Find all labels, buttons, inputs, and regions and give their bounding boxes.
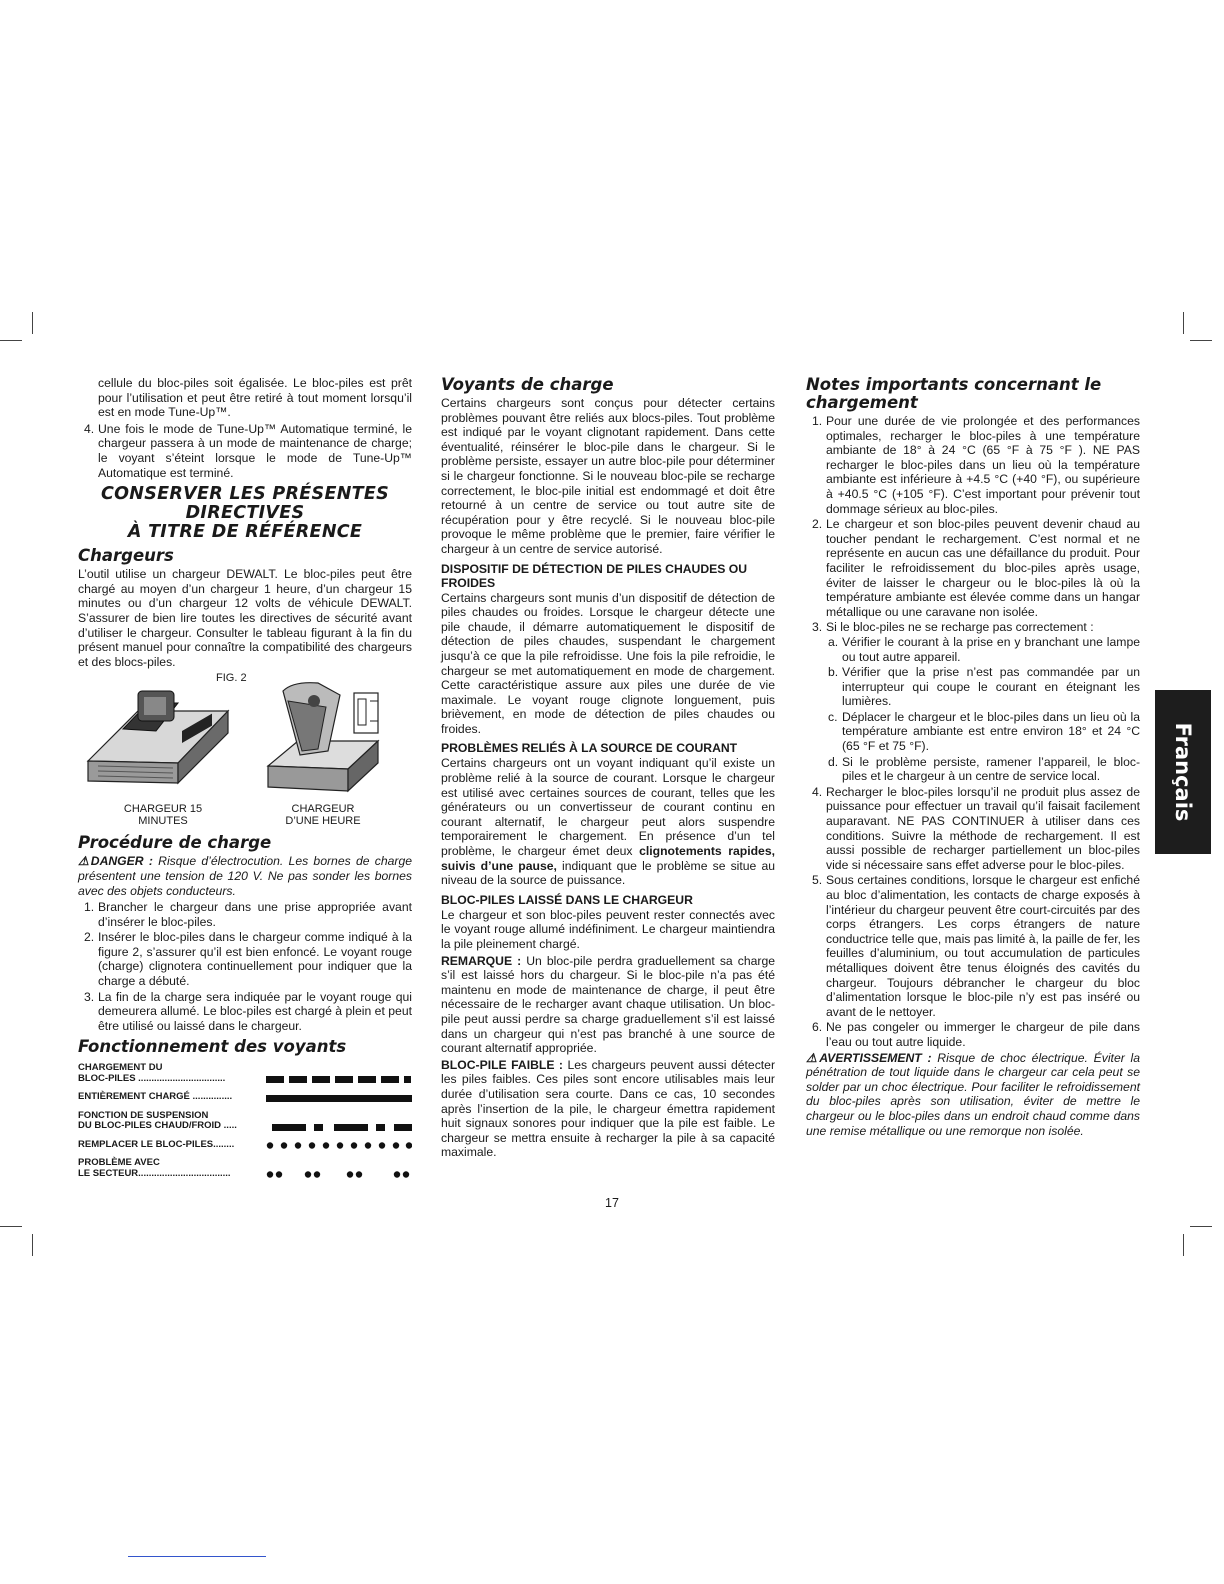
- footer-rule: [128, 1556, 266, 1557]
- list-item: 2. Le chargeur et son bloc-piles peuvent devenir chaud au toucher pendant le rechargement. C’est normal et ne représente en aucun cas une défaillance du produit. Pour faciliter le refroidissement du bloc-piles après usage, éviter de laisser le chargeur ou le bloc-piles là où la température ambiante est élevée comme dans un hangar métallique ou une caravane non isolée.: [812, 517, 1140, 619]
- list-item: 5. Sous certaines conditions, lorsque le chargeur est enfiché au bloc d’alimentation, les contacts de charge exposés à l’intérieur du chargeur peuvent être court-circuités par des corps étrangers. Les corps étrangers de nature conductrice telle que, mais pas limité à, la paille de fer, les feuilles d’aluminium, ou tout accumulation de particules métalliques doivent être tenus éloignés des cavités du chargeur. Toujours débrancher le chargeur du bloc d’alimentation lorsque le bloc-pile n’y est pas inséré ou avant de le nettoyer.: [812, 873, 1140, 1019]
- table-row: PROBLÈME AVEC LE SECTEUR...................................: [78, 1155, 412, 1184]
- procedure-steps: [78, 900, 412, 1033]
- crop-mark: [0, 340, 22, 341]
- power-source-paragraph: Certains chargeurs ont un voyant indiquant qu’il existe un problème relié à la source de courant. Lorsque le chargeur est utilisé avec certaines sources de courant, telles que les générateurs ou un convertisseur de courant continu en courant alternatif, le chargeur peut alors suspendre temporairement le chargement. En présence d’un tel problème, le chargeur émet deux clignotements rapides, suivis d’une pause, indiquant que le problème se situe au niveau de la source de puissance.: [441, 756, 776, 888]
- tuneup-list: [78, 422, 412, 480]
- crop-mark: [1190, 1226, 1212, 1227]
- danger-notice: ⚠DANGER : Risque d’électrocution. Les bornes de charge présentent une tension de 120 V. Ne pas sonder les bornes avec des objets conducteurs.: [78, 854, 413, 898]
- list-item: d. Si le problème persiste, ramener l’appareil, le bloc-piles et le chargeur à un centre de service local.: [828, 754, 1140, 784]
- crop-mark: [32, 312, 33, 334]
- warning-notice: ⚠AVERTISSEMENT : Risque de choc électrique. Éviter la pénétration de tout liquide dans le chargeur car cela peut se solder par un choc électrique. Pour faciliter le refroidissement du bloc-piles après son utilisation, éviter de mettre le chargeur ou le bloc-piles dans un endroit chaud comme dans une remise métallique ou une remorque non isolée.: [806, 1050, 1140, 1138]
- crop-mark: [32, 1234, 33, 1256]
- list-item: 6. Ne pas congeler ou immerger le chargeur de pile dans l’eau ou tout autre liquide.: [812, 1020, 1140, 1049]
- language-tab: Français: [1155, 690, 1211, 854]
- chargeurs-paragraph: L’outil utilise un chargeur DEWALT. Le bloc-piles peut être chargé au moyen d’un chargeur 1 heure, d’un chargeur 15 minutes ou d’un chargeur 12 volts de véhicule DEWALT. S’assurer de bien lire toutes les directives de sécurité avant d’utiliser le chargeur. Consulter le tableau figurant à la fin du présent manuel pour connaître la compatibilité des chargeurs et des blocs-piles.: [78, 567, 412, 669]
- warning-triangle-icon: ⚠: [806, 1050, 820, 1065]
- hot-cold-paragraph: Certains chargeurs sont munis d’un dispositif de détection de piles chaudes ou froides. Lorsque le chargeur détecte une pile chaude, il démarre automatiquement le dispositif de détection de piles chaudes, suspendant le chargement jusqu’à ce que la pile refroidisse. Une fois la pile refroidie, le chargeur se met automatiquement en mode de chargement. Cette caractéristique assure aux piles une durée de vie maximale. Le voyant rouge clignote longuement, puis brièvement, en mode de détection de piles chaudes ou froides.: [441, 590, 775, 736]
- crop-mark: [1190, 340, 1212, 341]
- caption-one-hour: CHARGEUR D’UNE HEURE: [285, 803, 361, 828]
- table-row: REMPLACER LE BLOC-PILES........: [78, 1137, 412, 1156]
- led-pattern-table: [78, 1060, 412, 1184]
- figure-2: [78, 671, 412, 829]
- warning-triangle-icon: ⚠: [78, 854, 91, 869]
- procedure-heading: Procédure de charge: [78, 833, 272, 853]
- crop-mark: [1183, 312, 1184, 334]
- list-item: 2. Insérer le bloc-piles dans le chargeur comme indiqué à la figure 2, s’assurer qu’il est bien enfoncé. Le voyant rouge (charge) clignotera continuellement pour indiquer que la charge a débuté.: [84, 930, 412, 989]
- crop-mark: [1183, 1234, 1184, 1256]
- voyants-charge-heading: Voyants de charge: [441, 375, 614, 394]
- notes-list: [806, 414, 1140, 1050]
- table-row: FONCTION DE SUSPENSION DU BLOC-PILES CHAUD/FROID .....: [78, 1108, 412, 1137]
- list-item: 4. Recharger le bloc-piles lorsqu’il ne produit plus assez de puissance pour effectuer un travail qu’il faisait facilement auparavant. NE PAS CONTINUER à utiliser dans ces conditions. Suivre la méthode de rechargement. Il est aussi possible de recharger partiellement un bloc-piles vide si nécessaire sans effet adverse pour le bloc-piles.: [812, 784, 1140, 872]
- list-item: 4. Une fois le mode de Tune-Up™ Automatique terminé, le chargeur passera à un mode de maintenance de charge; le voyant s’éteint lorsque le mode de Tune-Up™ Automatique est terminé.: [84, 421, 412, 480]
- left-in-charger-heading: BLOC-PILES LAISSÉ DANS LE CHARGEUR: [441, 892, 693, 907]
- led-solid-pattern: [266, 1094, 412, 1103]
- charger-15-minutes-drawing: [88, 691, 228, 783]
- led-operation-heading: Fonctionnement des voyants: [78, 1037, 347, 1057]
- hot-cold-heading: DISPOSITIF DE DÉTECTION DE PILES CHAUDES OU FROIDES: [441, 561, 748, 590]
- list-item: 3. Si le bloc-piles ne se recharge pas correctement : a. Vérifier le courant à la prise en y branchant une lampe ou tout autre appareil. b. Vérifier que la prise n’est pas commandée par un interrupteur qui coupe le courant en éteignant les lumières. c. Déplacer le chargeur et le bloc-piles dans un lieu où la température ambiante est entre environ 18° et 24 °C (65 °F et 75 °F). d. Si le problème persiste, ramener l’appareil, le bloc-piles et le chargeur à un centre de service local.: [812, 620, 1140, 784]
- charger-one-hour-drawing: [268, 683, 378, 791]
- save-instructions-heading: CONSERVER LES PRÉSENTES DIRECTIVES À TITRE DE RÉFÉRENCE: [100, 484, 390, 543]
- power-source-heading: PROBLÈMES RELIÉS À LA SOURCE DE COURANT: [441, 741, 738, 756]
- led-long-short-pattern: [266, 1123, 412, 1132]
- column-left: [78, 376, 412, 1184]
- left-in-charger-paragraph: Le chargeur et son bloc-piles peuvent rester connectés avec le voyant rouge allumé indéfiniment. Le chargeur maintiendra la pile pleinement chargé.: [441, 907, 775, 951]
- figure-label: FIG. 2: [216, 672, 247, 685]
- list-item: 1. Pour une durée de vie prolongée et des performances optimales, recharger le bloc-piles à une température ambiante de 18° à 24 °C (65 °F à 75 °F ). NE PAS recharger le bloc-piles dans un lieu où la température ambiante est inférieure à +4.5 °C (+40 °F), ou supérieure à +40.5 °C (+105 °F). C’est important pour prévenir tout dommage sérieux au bloc-piles.: [812, 414, 1140, 516]
- crop-mark: [0, 1226, 22, 1227]
- caption-15-minutes: CHARGEUR 15 MINUTES: [123, 803, 203, 828]
- voyants-charge-paragraph: Certains chargeurs sont conçus pour détecter certains problèmes pouvant être reliés aux blocs-piles. Tout problème est indiqué par le voyant clignotant rapidement. Dans cette éventualité, réinsérer le bloc-pile dans le chargeur. Si le problème persiste, essayer un autre bloc-pile pour déterminer si le chargeur fonctionne. Si le nouveau bloc-pile se recharge correctement, le bloc-pile initial est endommagé et doit être retourné à un centre de service ou tout autre site de récupération pour y être recyclé. Si le nouveau bloc-pile provoque le même problème que le premier, faire vérifier le chargeur à un centre de service autorisé.: [441, 396, 775, 556]
- weak-pack-paragraph: BLOC-PILE FAIBLE : Les chargeurs peuvent aussi détecter les piles faibles. Ces piles sont encore utilisables mais leur durée d’utilisation sera courte. Dans ce cas, 10 secondes après l’insertion de la pile, le chargeur émettra rapidement huit signaux sonores pour indiquer que la pile est faible. Le chargeur se mettra ensuite à recharger la pile à sa capacité maximale.: [441, 1057, 776, 1160]
- led-pairs-pattern: [266, 1170, 412, 1179]
- continued-paragraph: cellule du bloc-piles soit égalisée. Le bloc-piles est prêt pour l’utilisation et peut être retiré à tout moment lorsqu’il est en mode Tune-Up™.: [98, 376, 412, 420]
- remarque-paragraph: REMARQUE : Un bloc-pile perdra graduellement sa charge s’il est laissé hors du chargeur. Si le bloc-pile n’a pas été maintenu en mode de maintenance de charge, il peut être nécessaire de le recharger avant chaque utilisation. Un bloc-pile peut aussi perdre sa charge graduellement s’il est laissé dans un chargeur qui n’est pas branché à une source de courant alternatif appropriée.: [441, 953, 775, 1056]
- list-item: 3. La fin de la charge sera indiquée par le voyant rouge qui demeurera allumé. Le bloc-piles est chargé à plein et peut être utilisé ou laissé dans le chargeur.: [84, 989, 412, 1033]
- chargeurs-heading: Chargeurs: [78, 546, 174, 566]
- led-dots-pattern: [266, 1141, 412, 1150]
- column-right: [806, 376, 1140, 1140]
- led-dash-pattern: [266, 1075, 412, 1084]
- table-row: CHARGEMENT DU BLOC-PILES .................................: [78, 1060, 412, 1089]
- sub-list: [826, 635, 1140, 784]
- notes-heading: Notes importants concernant le chargement: [806, 375, 1102, 412]
- page-number: 17: [605, 1196, 619, 1210]
- list-item: c. Déplacer le chargeur et le bloc-piles dans un lieu où la température ambiante est entre environ 18° et 24 °C (65 °F et 75 °F).: [828, 709, 1140, 754]
- list-item: b. Vérifier que la prise n’est pas commandée par un interrupteur qui coupe le courant en éteignant les lumières.: [828, 665, 1140, 709]
- list-item: 1. Brancher le chargeur dans une prise appropriée avant d’insérer le bloc-piles.: [84, 900, 412, 929]
- column-middle: [441, 376, 775, 1162]
- chargers-illustration: [78, 671, 412, 801]
- table-row: ENTIÈREMENT CHARGÉ ...............: [78, 1089, 412, 1108]
- list-item: a. Vérifier le courant à la prise en y branchant une lampe ou tout autre appareil.: [828, 634, 1140, 664]
